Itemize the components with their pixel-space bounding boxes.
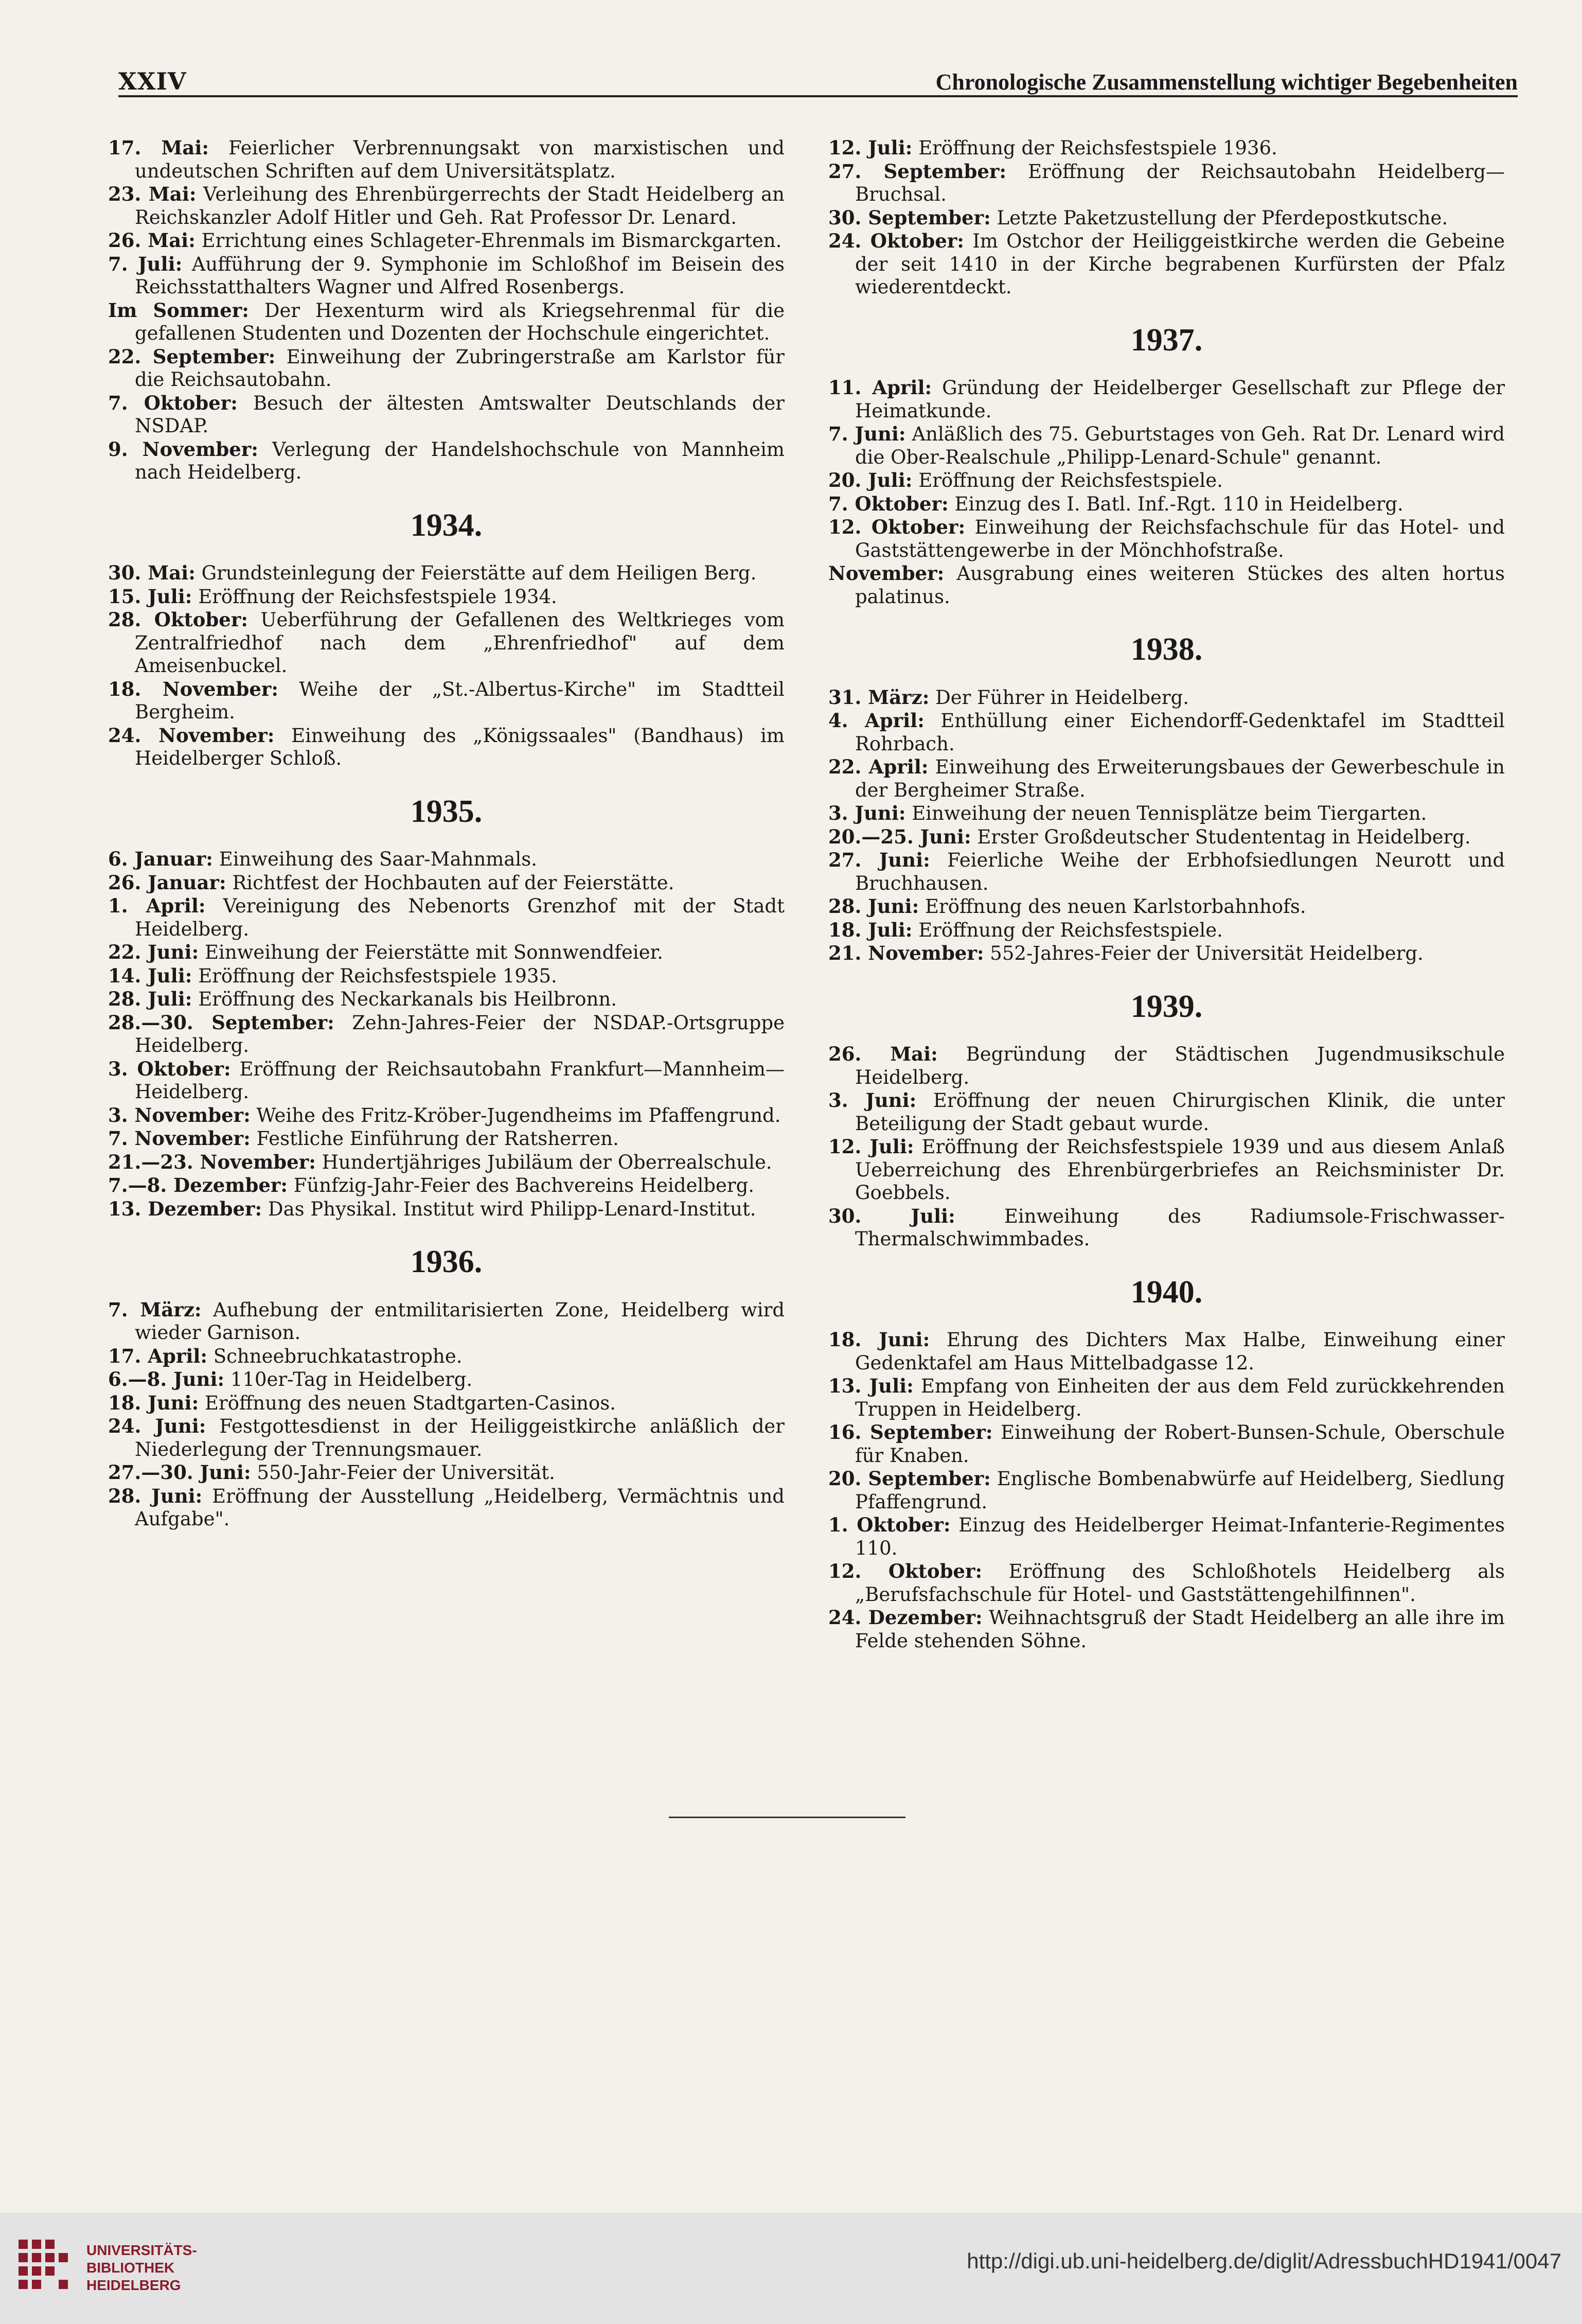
entry-text: Eröffnung der Reichsautobahn Heidelberg—Bruchsal. (855, 160, 1505, 205)
entry-text: Eröffnung der Reichsfestspiele 1935. (198, 964, 557, 987)
entry-date: 12. Oktober: (828, 1560, 983, 1582)
entry-date: 14. Juli: (108, 964, 192, 987)
entry-text: Einweihung der Reichsfachschule für das Hotel- und Gaststättengewerbe in der Mönchhofstraße. (855, 516, 1505, 561)
entry-date: 7. November: (108, 1127, 251, 1150)
chronology-entry (108, 183, 785, 229)
entry-date: 22. September: (108, 345, 276, 368)
chronology-entry (108, 299, 785, 345)
entry-text: Erster Großdeutscher Studententag in Heidelberg. (977, 825, 1471, 848)
year-heading: 1938. (1130, 632, 1203, 667)
entry-text: Zehn-Jahres-Feier der NSDAP.-Ortsgruppe Heidelberg. (135, 1011, 785, 1057)
entry-date: 22. April: (828, 755, 929, 778)
entry-date: 28. Oktober: (108, 608, 248, 631)
chronology-entry (828, 825, 1505, 849)
chronology-entry (828, 516, 1505, 562)
entry-text: Eröffnung der Reichsfestspiele. (918, 919, 1223, 941)
entry-text: Festgottesdienst in der Heiliggeistkirche anläßlich der Niederlegung der Trennungsmauer. (135, 1415, 785, 1460)
year-section-1934 (108, 507, 785, 770)
chronology-entry (108, 988, 785, 1011)
library-name-line: UNIVERSITÄTS- (86, 2242, 197, 2258)
entry-text: Feierliche Weihe der Erbhofsiedlungen Neurott und Bruchhausen. (855, 849, 1505, 894)
chronology-entry (828, 802, 1505, 825)
entry-text: Grundsteinlegung der Feierstätte auf dem Heiligen Berg. (201, 562, 757, 584)
entry-date: 18. Juni: (828, 1328, 930, 1351)
entry-text: Einweihung des Saar-Mahnmals. (219, 848, 538, 870)
chronology-entry (108, 1174, 785, 1198)
entry-date: 3. Juni: (828, 802, 906, 824)
entry-text: Schneebruchkatastrophe. (213, 1345, 463, 1367)
library-name (86, 2242, 197, 2294)
entry-date: 7. Oktober: (108, 391, 238, 414)
entry-date: 28. Juni: (828, 895, 919, 918)
entry-text: Im Ostchor der Heiliggeistkirche werden die Gebeine der seit 1410 in der Kirche begrabenen Kurfürsten der Pfalz wiederentdeckt. (855, 230, 1505, 298)
chronology-entry (828, 206, 1505, 230)
chronology-entry (108, 1058, 785, 1104)
chronology-entry (828, 230, 1505, 299)
chronology-entry (108, 1104, 785, 1128)
chronology-entry (828, 1205, 1505, 1251)
chronology-entry (828, 1467, 1505, 1513)
chronology-entry (828, 469, 1505, 492)
entry-text: 110er-Tag in Heidelberg. (230, 1368, 473, 1390)
chronology-entry (828, 686, 1505, 710)
chronology-entry (108, 871, 785, 895)
entry-text: Einweihung der neuen Tennisplätze beim Tiergarten. (912, 802, 1427, 824)
entry-date: 18. Juni: (108, 1391, 199, 1414)
left-intro (108, 136, 785, 484)
chronology-entry (108, 608, 785, 678)
chronology-entry (108, 585, 785, 609)
year-section-1938 (828, 632, 1505, 965)
chronology-entry (828, 422, 1505, 469)
entry-date: 18. November: (108, 677, 279, 700)
chronology-entry (108, 964, 785, 988)
chronology-entry (828, 755, 1505, 802)
entry-date: 6. Januar: (108, 848, 213, 870)
chronology-entry (108, 1298, 785, 1345)
entry-date: 27.—30. Juni: (108, 1461, 251, 1484)
entry-date: 11. April: (828, 376, 932, 399)
entry-date: 26. Januar: (108, 871, 226, 894)
entry-text: Aufführung der 9. Symphonie im Schloßhof im Beisein des Reichsstatthalters Wagner und Alfred Rosenbergs. (135, 253, 785, 298)
library-footer (0, 2213, 1582, 2324)
entry-date: 24. Dezember: (828, 1606, 983, 1629)
year-heading: 1939. (1130, 989, 1203, 1024)
year-heading: 1937. (1130, 322, 1203, 358)
entry-text: Eröffnung der Reichsfestspiele. (918, 469, 1223, 491)
left-column (108, 136, 785, 1531)
entry-date: 28. Juni: (108, 1484, 203, 1507)
entry-text: Verleihung des Ehrenbürgerrechts der Stadt Heidelberg an Reichskanzler Adolf Hitler und Geh. Rat Professor Dr. Lenard. (135, 183, 785, 228)
chronology-entry (828, 1328, 1505, 1375)
year-heading: 1936. (410, 1244, 483, 1279)
entry-text: Eröffnung der Ausstellung „Heidelberg, Vermächtnis und Aufgabe". (135, 1485, 785, 1530)
entry-text: Ehrung des Dichters Max Halbe, Einweihung einer Gedenktafel am Haus Mittelbadgasse 12. (855, 1329, 1505, 1374)
entry-date: November: (828, 562, 945, 585)
entry-date: 28.—30. September: (108, 1011, 334, 1034)
year-section-1935 (108, 794, 785, 1221)
entry-date: 16. September: (828, 1421, 993, 1443)
chronology-entry (108, 1151, 785, 1174)
chronology-entry (108, 941, 785, 964)
entry-text: Ueberführung der Gefallenen des Weltkrieges vom Zentralfriedhof nach dem „Ehrenfriedhof" auf dem Ameisenbuckel. (135, 609, 785, 677)
chronology-entry (108, 136, 785, 183)
chronology-entry (108, 1461, 785, 1485)
library-name-line: BIBLIOTHEK (86, 2260, 175, 2276)
chronology-entry (828, 709, 1505, 755)
entry-date: 12. Oktober: (828, 516, 966, 538)
chronology-entry (108, 1011, 785, 1058)
entry-text: Weihe der „St.-Albertus-Kirche" im Stadtteil Bergheim. (135, 678, 785, 723)
entry-date: 21. November: (828, 942, 984, 964)
entry-date: 27. September: (828, 160, 1007, 183)
chronology-entry (108, 345, 785, 392)
entry-text: Einweihung der Robert-Bunsen-Schule, Oberschule für Knaben. (855, 1421, 1505, 1467)
entry-text: Eröffnung des neuen Karlstorbahnhofs. (925, 895, 1306, 918)
entry-date: 21.—23. November: (108, 1150, 316, 1173)
entry-date: 7. Oktober: (828, 492, 949, 515)
chronology-entry (108, 438, 785, 484)
entry-text: Eröffnung des Schloßhotels Heidelberg als „Berufsfachschule für Hotel- und Gaststättengehilfinnen". (855, 1560, 1505, 1606)
entry-text: Eröffnung der Reichsfestspiele 1939 und aus diesem Anlaß Ueberreichung des Ehrenbürgerbriefes an Reichsminister Dr. Goebbels. (855, 1136, 1505, 1204)
entry-date: 24. November: (108, 724, 275, 747)
entry-date: 26. Mai: (108, 229, 195, 252)
chronology-entry (828, 136, 1505, 160)
entry-date: 7. Juli: (108, 252, 183, 275)
entry-text: Gründung der Heidelberger Gesellschaft zur Pflege der Heimatkunde. (855, 377, 1505, 422)
year-section-1937 (828, 322, 1505, 609)
entry-text: Richtfest der Hochbauten auf der Feierstätte. (232, 871, 674, 894)
entry-text: Der Hexenturm wird als Kriegsehrenmal für die gefallenen Studenten und Dozenten der Hochschule eingerichtet. (135, 299, 785, 344)
year-heading: 1934. (410, 507, 483, 543)
chronology-entry (828, 849, 1505, 895)
chronology-entry (108, 678, 785, 724)
year-section-1936 (108, 1244, 785, 1531)
entry-text: Eröffnung des neuen Stadtgarten-Casinos. (205, 1392, 616, 1414)
entry-text: Aufhebung der entmilitarisierten Zone, Heidelberg wird wieder Garnison. (135, 1298, 785, 1344)
chronology-entry (108, 1485, 785, 1531)
chronology-entry (828, 1606, 1505, 1652)
entry-date: 24. Oktober: (828, 230, 964, 252)
chronology-entry (828, 1375, 1505, 1421)
entry-date: 26. Mai: (828, 1043, 938, 1065)
chronology-entry (108, 561, 785, 585)
year-section-1939 (828, 989, 1505, 1251)
entry-text: Festliche Einführung der Ratsherren. (256, 1128, 619, 1150)
chronology-entry (828, 895, 1505, 919)
entry-date: 12. Juli: (828, 136, 913, 159)
entry-text: Eröffnung des Neckarkanals bis Heilbronn. (198, 988, 617, 1010)
entry-date: 7.—8. Dezember: (108, 1174, 288, 1196)
entry-text: Einweihung des Radiumsole-Frischwasser-Thermalschwimmbades. (855, 1205, 1505, 1250)
chronology-entry (828, 562, 1505, 608)
chronology-entry (108, 724, 785, 770)
entry-date: 7. März: (108, 1298, 202, 1321)
entry-text: Hundertjähriges Jubiläum der Oberrealschule. (322, 1151, 772, 1173)
entry-text: Das Physikal. Institut wird Philipp-Lenard-Institut. (268, 1198, 756, 1220)
entry-date: 15. Juli: (108, 585, 192, 608)
chronology-entry (108, 1368, 785, 1392)
library-logo[interactable] (14, 2234, 197, 2301)
year-heading: 1935. (410, 794, 483, 829)
entry-date: 3. November: (108, 1103, 251, 1126)
entry-date: 20. Juli: (828, 469, 913, 491)
library-name-line: HEIDELBERG (86, 2277, 181, 2293)
chronology-entry (828, 1043, 1505, 1089)
entry-text: Weihnachtsgruß der Stadt Heidelberg an alle ihre im Felde stehenden Söhne. (855, 1607, 1505, 1652)
right-column (828, 136, 1505, 1652)
entry-text: Errichtung eines Schlageter-Ehrenmals im Bismarckgarten. (201, 230, 782, 252)
entry-date: 24. Juni: (108, 1415, 206, 1437)
permalink-url[interactable]: http://digi.ub.uni-heidelberg.de/diglit/AdressbuchHD1941/0047 (967, 2249, 1561, 2273)
entry-text: Einzug des Heidelberger Heimat-Infanterie-Regimentes 110. (855, 1514, 1505, 1559)
entry-date: 30. Mai: (108, 561, 195, 584)
right-intro (828, 136, 1505, 299)
entry-date: 1. Oktober: (828, 1513, 951, 1536)
page-header (118, 54, 1518, 97)
entry-text: Weihe des Fritz-Kröber-Jugendheims im Pfaffengrund. (256, 1104, 781, 1126)
entry-date: 20. September: (828, 1467, 991, 1490)
entry-date: 3. Juni: (828, 1089, 917, 1112)
chronology-entry (108, 1415, 785, 1461)
entry-text: 550-Jahr-Feier der Universität. (257, 1462, 555, 1484)
entry-text: Ausgrabung eines weiteren Stückes des alten hortus palatinus. (855, 562, 1505, 608)
entry-date: 18. Juli: (828, 918, 913, 941)
entry-date: 9. November: (108, 437, 258, 461)
chronology-entry (108, 392, 785, 438)
year-heading: 1940. (1130, 1274, 1203, 1310)
chronology-entry (108, 894, 785, 941)
chronology-entry (108, 1127, 785, 1151)
entry-date: 23. Mai: (108, 183, 197, 205)
chronology-entry (828, 942, 1505, 965)
entry-text: Vereinigung des Nebenorts Grenzhof mit der Stadt Heidelberg. (135, 895, 785, 940)
entry-date: 20.—25. Juni: (828, 825, 971, 848)
entry-date: 6.—8. Juni: (108, 1368, 225, 1390)
page-number: XXIV (118, 67, 187, 95)
entry-date: 1. April: (108, 894, 206, 917)
entry-text: Eröffnung der Reichsfestspiele 1936. (918, 137, 1277, 159)
entry-text: Eröffnung der Reichsautobahn Frankfurt—Mannheim—Heidelberg. (135, 1058, 785, 1103)
entry-text: Einzug des I. Batl. Inf.-Rgt. 110 in Heidelberg. (954, 492, 1403, 515)
chronology-entry (828, 1135, 1505, 1205)
entry-date: 27. Juni: (828, 849, 930, 871)
chronology-entry (108, 1198, 785, 1221)
entry-date: 22. Juni: (108, 941, 199, 963)
chronology-entry (828, 919, 1505, 942)
entry-date: 28. Juli: (108, 988, 192, 1010)
entry-date: Im Sommer: (108, 298, 249, 322)
entry-text: 552-Jahres-Feier der Universität Heidelberg. (990, 942, 1424, 964)
entry-text: Enthüllung einer Eichendorff-Gedenktafel im Stadtteil Rohrbach. (855, 710, 1505, 755)
entry-date: 12. Juli: (828, 1135, 914, 1158)
entry-text: Letzte Paketzustellung der Pferdepostkutsche. (997, 206, 1448, 229)
library-seal-icon (14, 2234, 71, 2301)
entry-date: 30. September: (828, 206, 991, 229)
chronology-entry (108, 229, 785, 253)
entry-date: 3. Oktober: (108, 1057, 231, 1080)
entry-text: Besuch der ältesten Amtswalter Deutschlands der NSDAP. (135, 392, 785, 437)
entry-date: 4. April: (828, 709, 925, 732)
section-end-rule (669, 1817, 905, 1818)
entry-text: Einweihung des „Königssaales" (Bandhaus) im Heidelberger Schloß. (135, 724, 785, 769)
chronology-entry (108, 1345, 785, 1368)
entry-text: Empfang von Einheiten der aus dem Feld zurückkehrenden Truppen in Heidelberg. (855, 1375, 1505, 1420)
entry-text: Einweihung der Feierstätte mit Sonnwendfeier. (205, 941, 663, 963)
entry-text: Einweihung der Zubringerstraße am Karlstor für die Reichsautobahn. (135, 345, 785, 391)
year-section-1940 (828, 1274, 1505, 1653)
entry-text: Anläßlich des 75. Geburtstages von Geh. Rat Dr. Lenard wird die Ober-Realschule „Philipp-Lenard-Schule" genannt. (855, 423, 1505, 468)
entry-text: Der Führer in Heidelberg. (935, 686, 1189, 709)
entry-date: 30. Juli: (828, 1204, 955, 1227)
entry-text: Verlegung der Handelshochschule von Mannheim nach Heidelberg. (135, 438, 785, 483)
entry-date: 17. April: (108, 1344, 208, 1367)
running-title: Chronologische Zusammenstellung wichtiger Begebenheiten (935, 69, 1518, 95)
entry-date: 13. Dezember: (108, 1197, 262, 1220)
chronology-entry (828, 1513, 1505, 1560)
chronology-entry (828, 160, 1505, 206)
entry-text: Feierlicher Verbrennungsakt von marxistischen und undeutschen Schriften auf dem Universitätsplatz. (135, 137, 785, 182)
chronology-entry (108, 1392, 785, 1415)
entry-date: 17. Mai: (108, 136, 209, 159)
entry-text: Eröffnung der neuen Chirurgischen Klinik, die unter Beteiligung der Stadt gebaut wurde. (855, 1089, 1505, 1135)
chronology-entry (828, 1089, 1505, 1135)
entry-text: Einweihung des Erweiterungsbaues der Gewerbeschule in der Bergheimer Straße. (855, 756, 1505, 801)
chronology-entry (828, 492, 1505, 516)
chronology-entry (108, 848, 785, 871)
entry-text: Eröffnung der Reichsfestspiele 1934. (198, 585, 557, 608)
entry-date: 13. Juli: (828, 1375, 914, 1397)
chronology-entry (108, 253, 785, 299)
entry-text: Begründung der Städtischen Jugendmusikschule Heidelberg. (855, 1043, 1505, 1088)
entry-date: 31. März: (828, 685, 930, 709)
entry-text: Fünfzig-Jahr-Feier des Bachvereins Heidelberg. (293, 1174, 755, 1196)
entry-date: 7. Juni: (828, 422, 906, 445)
entry-text: Englische Bombenabwürfe auf Heidelberg, Siedlung Pfaffengrund. (855, 1468, 1505, 1513)
chronology-entry (828, 376, 1505, 422)
chronology-entry (828, 1421, 1505, 1467)
chronology-entry (828, 1560, 1505, 1606)
